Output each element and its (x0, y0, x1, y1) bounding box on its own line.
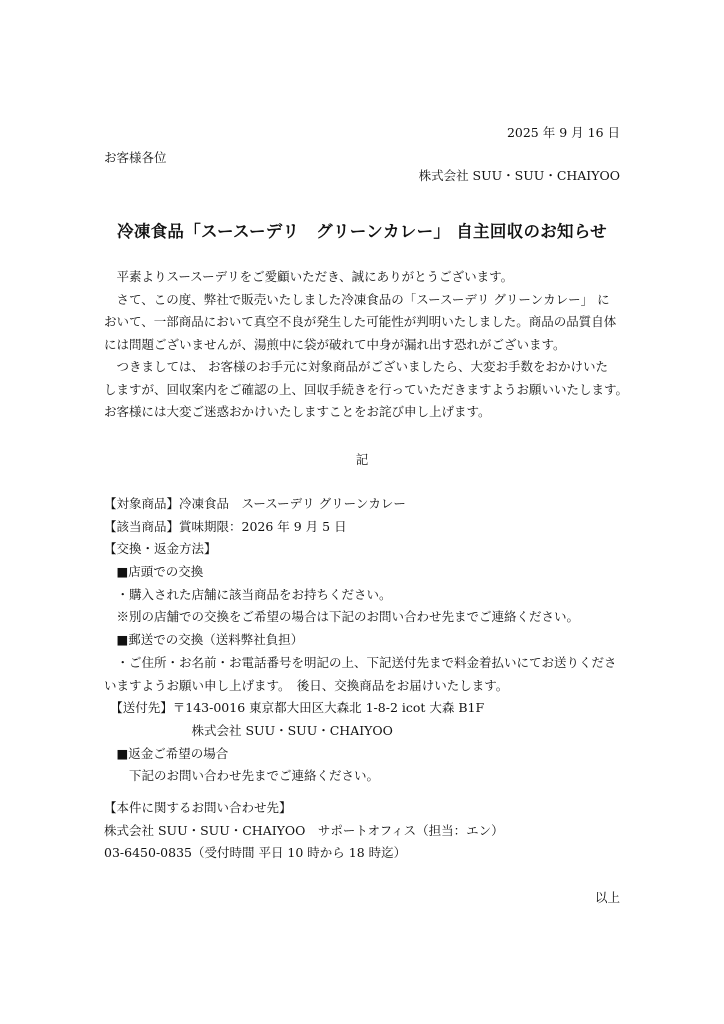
detail-line: 【交換・返金方法】 (104, 541, 217, 557)
contact-line: 03-6450-0835（受付時間 平日 10 時から 18 時迄） (104, 845, 407, 861)
detail-line: 【該当商品】賞味期限：2026 年 9 月 5 日 (104, 518, 347, 534)
detail-line: 【送付先】〒143-0016 東京都大田区大森北 1-8-2 icot 大森 B1F (104, 700, 485, 716)
detail-line: ・購入された店舗に該当商品をお持ちください。 (104, 586, 392, 602)
detail-line: ■店頭での交換 (104, 564, 204, 580)
recipient: お客様各位 (104, 150, 167, 165)
body-line: つきましては、 お客様のお手元に対象商品がございましたら、大変お手数をおかけいた (104, 359, 608, 374)
body-line: には問題ございませんが、湯煎中に袋が破れて中身が漏れ出す恐れがございます。 (104, 336, 566, 352)
contact-info (104, 797, 504, 865)
body-line: 平素よりスースーデリをご愛顧いただき、誠にありがとうございます。 (104, 269, 514, 284)
notice-body (104, 266, 628, 424)
detail-line: いますようお願い申し上げます。 後日、交換商品をお届けいたします。 (104, 677, 509, 693)
detail-line: 【対象商品】冷凍食品 スースーデリ グリーンカレー (104, 496, 406, 511)
notice-title: 冷凍食品「スースーデリ グリーンカレー」 自主回収のお知らせ (117, 222, 607, 241)
detail-line: ■返金ご希望の場合 (104, 745, 229, 761)
contact-line: 株式会社 SUU・SUU・CHAIYOO サポートオフィス（担当：エン） (104, 822, 504, 838)
body-line: お客様には大変ご迷惑おかけいたしますことをお詫び申し上げます。 (104, 404, 491, 419)
body-line: おいて、一部商品において真空不良が発生した可能性が判明いたしました。商品の品質自体 (104, 314, 617, 329)
detail-line: ■郵送での交換（送料弊社負担） (104, 632, 304, 648)
closing-ijou: 以上 (594, 890, 620, 905)
recall-details (104, 493, 628, 788)
detail-line: ※別の店舗での交換をご希望の場合は下記のお問い合わせ先までご連絡ください。 (104, 609, 580, 625)
detail-line: ・ご住所・お名前・お電話番号を明記の上、下記送付先まで料金着払いにてお送りくださ (104, 654, 617, 670)
sender-company: 株式会社 SUU・SUU・CHAIYOO (418, 168, 620, 183)
ki-heading: 記 (355, 452, 369, 467)
body-line: しますが、回収案内をご確認の上、回収手続きを行っていただきますようお願いいたします。 (104, 381, 629, 397)
detail-line: 下記のお問い合わせ先までご連絡ください。 (104, 768, 380, 784)
detail-line: 株式会社 SUU・SUU・CHAIYOO (104, 722, 393, 738)
issue-date: 2025 年 9 月 16 日 (506, 125, 620, 140)
contact-line: 【本件に関するお問い合わせ先】 (104, 800, 292, 815)
body-line: さて、この度、弊社で販売いたしました冷凍食品の「スースーデリ グリーンカレー」 に (104, 291, 610, 307)
